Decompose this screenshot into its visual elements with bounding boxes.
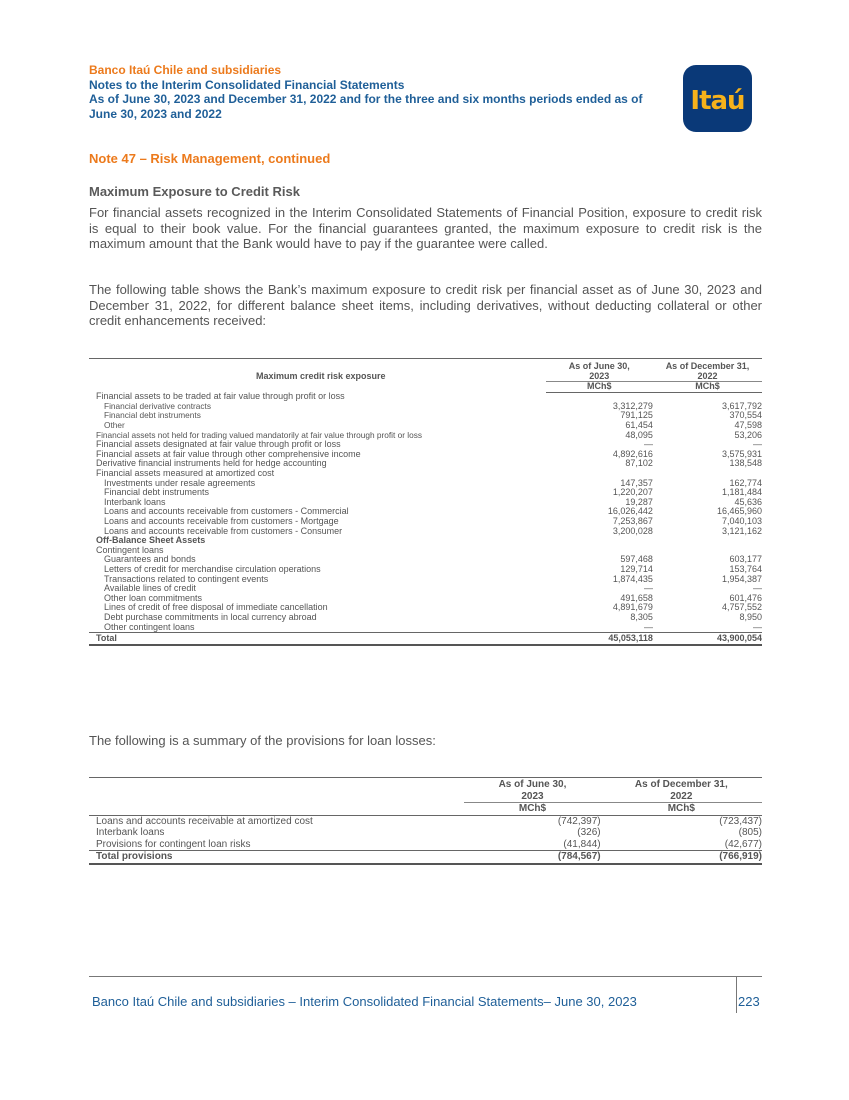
table-row	[89, 488, 762, 498]
row-value-2022: 3,121,162	[721, 525, 762, 536]
row-value-2023: 3,200,028	[612, 525, 653, 536]
row-label: Guarantees and bonds	[104, 554, 196, 565]
total-label: Total provisions	[89, 851, 464, 864]
row-value-2023: 4,891,679	[612, 602, 653, 613]
row-value-2023: 87,102	[625, 458, 653, 469]
row-value-2023: (41,844)	[563, 838, 601, 850]
row-label: Financial assets measured at amortized cost	[96, 468, 275, 479]
header-label: Maximum credit risk exposure	[89, 359, 546, 393]
total-value-2022: 43,900,054	[653, 633, 762, 646]
row-label: Available lines of credit	[104, 583, 196, 594]
col2-header-line1: As of December 31,	[665, 361, 750, 371]
unit-row	[89, 803, 762, 816]
row-value-2022: 3,575,931	[721, 448, 762, 459]
row-value-2023: —	[643, 621, 653, 632]
total-value-2023: 45,053,118	[546, 633, 653, 646]
row-value-2022: 45,636	[734, 496, 762, 507]
row-label: Contingent loans	[96, 544, 164, 555]
row-value-2023: 16,026,442	[607, 506, 653, 517]
row-value-2023: 129,714	[620, 563, 653, 574]
row-value-2023: 7,253,867	[612, 516, 653, 526]
row-value-2023	[546, 536, 653, 546]
row-value-2023: 1,874,435	[612, 573, 653, 584]
row-label: Loans and accounts receivable from customers - Commercial	[104, 506, 349, 517]
paragraph-1: For financial assets recognized in the Interim Consolidated Statements of Financial Position, exposure to credit risk is equal to their book value. For the financial guarantees granted, the maximum exposure to credit risk is the maximum amount that the Bank would have to pay if the guarantee were called.	[89, 205, 762, 251]
table-row	[89, 411, 762, 421]
row-value-2022: 153,764	[729, 563, 762, 574]
table-header-row	[89, 778, 762, 803]
row-value-2022: (723,437)	[719, 815, 762, 827]
row-value-2022: 1,954,387	[721, 573, 762, 584]
period-line-2: June 30, 2023 and 2022	[89, 106, 222, 121]
col2-header-line2: 2022	[670, 790, 693, 802]
row-value-2023: (742,397)	[557, 815, 601, 827]
table-header-row	[89, 359, 762, 382]
row-value-2022: 370,554	[729, 410, 762, 421]
paragraph-2: The following table shows the Bank’s maximum exposure to credit risk per financial asset as of June 30, 2023 and December 31, 2022, for different balance sheet items, including derivatives, without deducting collateral or other credit enhancements received:	[89, 282, 762, 328]
row-value-2022: 7,040,103	[721, 516, 762, 526]
row-label: Other loan commitments	[104, 592, 203, 603]
section-title: Maximum Exposure to Credit Risk	[89, 184, 300, 199]
section-label: Off-Balance Sheet Assets	[96, 535, 206, 546]
col1-header-line1: As of June 30,	[568, 361, 630, 371]
col1-header-line1: As of June 30,	[498, 779, 567, 790]
col1-header	[546, 359, 653, 382]
row-value-2022: —	[753, 439, 762, 450]
row-label: Investments under resale agreements	[104, 477, 256, 488]
page-number: 223	[738, 994, 760, 1009]
note-title: Note 47 – Risk Management, continued	[89, 151, 331, 166]
unit-col2: MCh$	[601, 803, 762, 816]
col2-header-line1: As of December 31,	[634, 779, 728, 790]
row-value-2023: 3,312,279	[612, 400, 653, 411]
total-label: Total	[89, 633, 546, 646]
footer-text: Banco Itaú Chile and subsidiaries – Interim Consolidated Financial Statements– June 30, 2023	[92, 994, 637, 1009]
row-label: Derivative financial instruments held for hedge accounting	[96, 458, 327, 469]
row-value-2023: 1,220,207	[612, 487, 653, 498]
row-label: Financial assets to be traded at fair value through profit or loss	[96, 391, 345, 402]
unit-blank	[89, 803, 464, 816]
footer-divider	[89, 976, 762, 977]
row-value-2022: 4,757,552	[721, 602, 762, 613]
credit-exposure-table	[89, 358, 762, 646]
row-value-2023: 791,125	[620, 410, 653, 421]
row-value-2023: 61,454	[625, 420, 653, 431]
col1-header-line2: 2023	[521, 790, 544, 802]
row-value-2022: 162,774	[729, 477, 762, 488]
row-label: Other contingent loans	[104, 621, 195, 632]
table-row	[89, 839, 762, 851]
paragraph-3: The following is a summary of the provisions for loan losses:	[89, 733, 436, 748]
unit-col2: MCh$	[653, 382, 762, 393]
row-label: Financial assets designated at fair value through profit or loss	[96, 439, 341, 450]
row-label: Interbank loans	[104, 496, 166, 507]
row-label: Financial debt instruments	[104, 487, 210, 498]
row-label: Lines of credit of free disposal of immediate cancellation	[104, 602, 328, 613]
col1-header	[464, 778, 600, 803]
row-value-2023: 19,287	[625, 496, 653, 507]
row-label: Loans and accounts receivable from customers - Consumer	[104, 525, 343, 536]
row-value-2023: 48,095	[625, 429, 653, 440]
row-value-2022: —	[753, 621, 762, 632]
table-row	[89, 623, 762, 633]
row-value-2022: 8,950	[739, 611, 762, 622]
row-value-2023: —	[643, 583, 653, 594]
row-label: Financial debt instruments	[104, 410, 201, 421]
row-value-2023: 4,892,616	[612, 448, 653, 459]
row-value-2023: (326)	[577, 827, 601, 838]
table-row	[89, 536, 762, 546]
total-value-2023: (784,567)	[464, 851, 600, 864]
row-value-2022	[653, 536, 762, 546]
row-label: Loans and accounts receivable at amortized cost	[96, 815, 313, 827]
row-value-2022: (805)	[738, 827, 762, 838]
row-value-2022: 47,598	[734, 420, 762, 431]
header-blank	[89, 778, 464, 803]
unit-col1: MCh$	[464, 803, 600, 816]
row-label: Financial assets not held for trading valued mandatorily at fair value through profit or loss	[96, 429, 423, 440]
total-row	[89, 851, 762, 864]
row-label: Financial derivative contracts	[104, 400, 211, 411]
row-value-2022: 601,476	[729, 592, 762, 603]
row-label: Interbank loans	[96, 827, 165, 838]
row-value-2023: 491,658	[620, 592, 653, 603]
row-value-2023: 8,305	[630, 611, 653, 622]
row-value-2023: —	[643, 439, 653, 450]
itau-logo	[683, 65, 752, 132]
logo-text: Itaú	[690, 85, 745, 116]
col2-header-line2: 2022	[697, 370, 718, 381]
row-value-2022: —	[753, 583, 762, 594]
row-value-2022: 1,181,484	[721, 487, 762, 498]
provisions-table	[89, 777, 762, 865]
row-value-2022: 603,177	[729, 554, 762, 565]
row-value-2022: 138,548	[729, 458, 762, 469]
row-label: Debt purchase commitments in local currency abroad	[104, 611, 317, 622]
col2-header	[653, 359, 762, 382]
row-value-2022: 16,465,960	[716, 506, 762, 517]
row-label: Financial assets at fair value through other comprehensive income	[96, 448, 361, 459]
unit-col1: MCh$	[546, 382, 653, 393]
row-value-2022: (42,677)	[724, 838, 762, 850]
table-row	[89, 815, 762, 827]
table-row	[89, 827, 762, 839]
row-label: Loans and accounts receivable from customers - Mortgage	[104, 516, 339, 526]
footer-page-divider	[736, 976, 737, 1013]
notes-title: Notes to the Interim Consolidated Financial Statements	[89, 77, 405, 92]
period-line-1: As of June 30, 2023 and December 31, 2022 and for the three and six months periods ended as of	[89, 92, 643, 106]
row-value-2022: 53,206	[734, 429, 762, 440]
document-header	[89, 63, 679, 121]
total-value-2022: (766,919)	[601, 851, 762, 864]
total-row	[89, 633, 762, 646]
col1-header-line2: 2023	[589, 370, 610, 381]
row-value-2022: 3,617,792	[721, 400, 762, 411]
row-label: Letters of credit for merchandise circulation operations	[104, 563, 321, 574]
company-name: Banco Itaú Chile and subsidiaries	[89, 63, 282, 77]
row-value-2023: 597,468	[620, 554, 653, 565]
col2-header	[601, 778, 762, 803]
row-value-2023: 147,357	[620, 477, 653, 488]
row-label: Provisions for contingent loan risks	[96, 838, 251, 850]
row-label: Other	[104, 420, 125, 431]
row-label: Transactions related to contingent events	[104, 573, 269, 584]
